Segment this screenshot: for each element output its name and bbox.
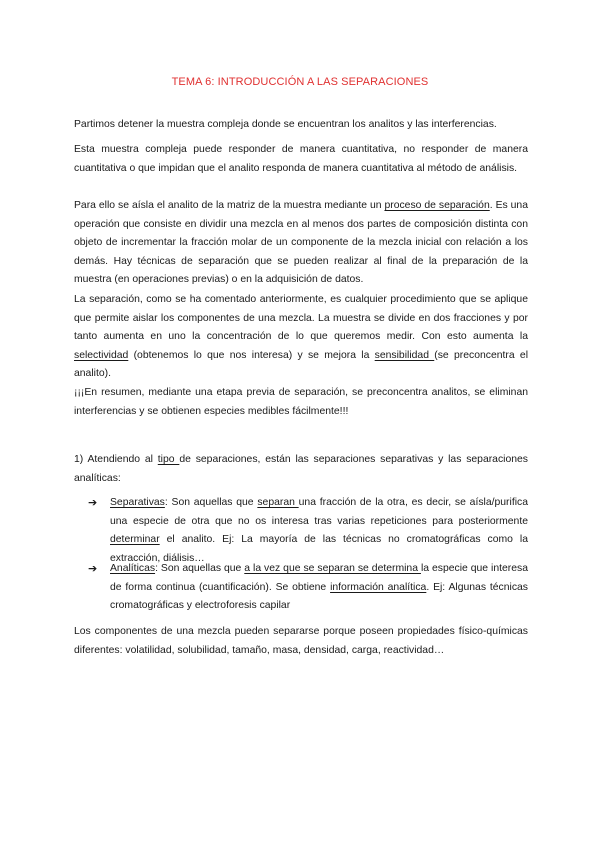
paragraph-resumen: ¡¡¡En resumen, mediante una etapa previa de separación, se preconcentra analitos, se eliminan interferencias y se obtienen especies medibles fácilmente!!! [74,387,528,417]
underlined-analiticas: Analíticas [110,563,156,574]
arrow-bullet-icon: ➔ [88,563,98,575]
underlined-a-la-vez: a la vez que se separan se determina [244,563,421,574]
list-item-analiticas: ➔ Analíticas: Son aquellas que a la vez que se separan se determina la especie que interesa de forma continua (cuantificación). Se obtiene información analítica. Ej: Algunas técnicas cromatográficas y electroforesis capilar [110,560,528,616]
underlined-separativas: Separativas [110,497,165,508]
paragraph-muestra-compleja: Esta muestra compleja puede responder de manera cuantitativa, no responder de manera cuantitativa o que impidan que el analito responda de manera cuantitativa al método de análisis. [74,144,528,174]
underlined-sensibilidad: sensibilidad [374,349,435,361]
underlined-proceso-separacion: proceso de separación [384,200,490,211]
underlined-separan: separan [257,497,299,508]
paragraph-tipo-separaciones: 1) Atendiendo al tipo de separaciones, están las separaciones separativas y las separaciones analíticas: [74,454,529,484]
arrow-bullet-icon: ➔ [88,497,98,509]
paragraph-proceso-separacion: Para ello se aísla el analito de la matriz de la muestra mediante un proceso de separación. Es una operación que consiste en dividir una mezcla en al menos dos partes de composición distinta con objeto de incrementar la fracción molar de un componente de la mezcla inicial con relación a los demás. Hay técnicas de separación que se pueden realizar al final de la preparación de la muestra (en operaciones previas) o en la adquisición de datos. [74,200,528,286]
list-item-separativas: ➔ Separativas: Son aquellas que separan una fracción de la otra, es decir, se aísla/purifica una especie de otra que no os interesa tras varias repeticiones para posteriormente determinar el analito. Ej: La mayoría de las técnicas no cromatográficas como la extracción, diálisis… [110,494,528,568]
page-title: TEMA 6: INTRODUCCIÓN A LAS SEPARACIONES [171,76,429,88]
underlined-determinar: determinar [110,534,160,546]
underlined-informacion-analitica: información analítica [330,581,427,593]
underlined-tipo: tipo [157,454,180,465]
underlined-selectividad: selectividad [74,349,129,361]
paragraph-componentes-mezcla: Los componentes de una mezcla pueden separarse porque poseen propiedades físico-químicas diferentes: volatilidad, solubilidad, tamaño, masa, densidad, carga, reactividad… [74,626,528,656]
paragraph-la-separacion: La separación, como se ha comentado anteriormente, es cualquier procedimiento que se aplique que permite aislar los componentes de una mezcla. La muestra se divide en dos fracciones y por tanto aumenta en uno la concentración de lo que queremos medir. Con esto aumenta la selectividad (obtenemos lo que nos interesa) y se mejora la sensibilidad (se preconcentra el analito). [74,294,529,380]
paragraph-intro: Partimos detener la muestra compleja donde se encuentran los analitos y las interferencias. [74,119,497,130]
